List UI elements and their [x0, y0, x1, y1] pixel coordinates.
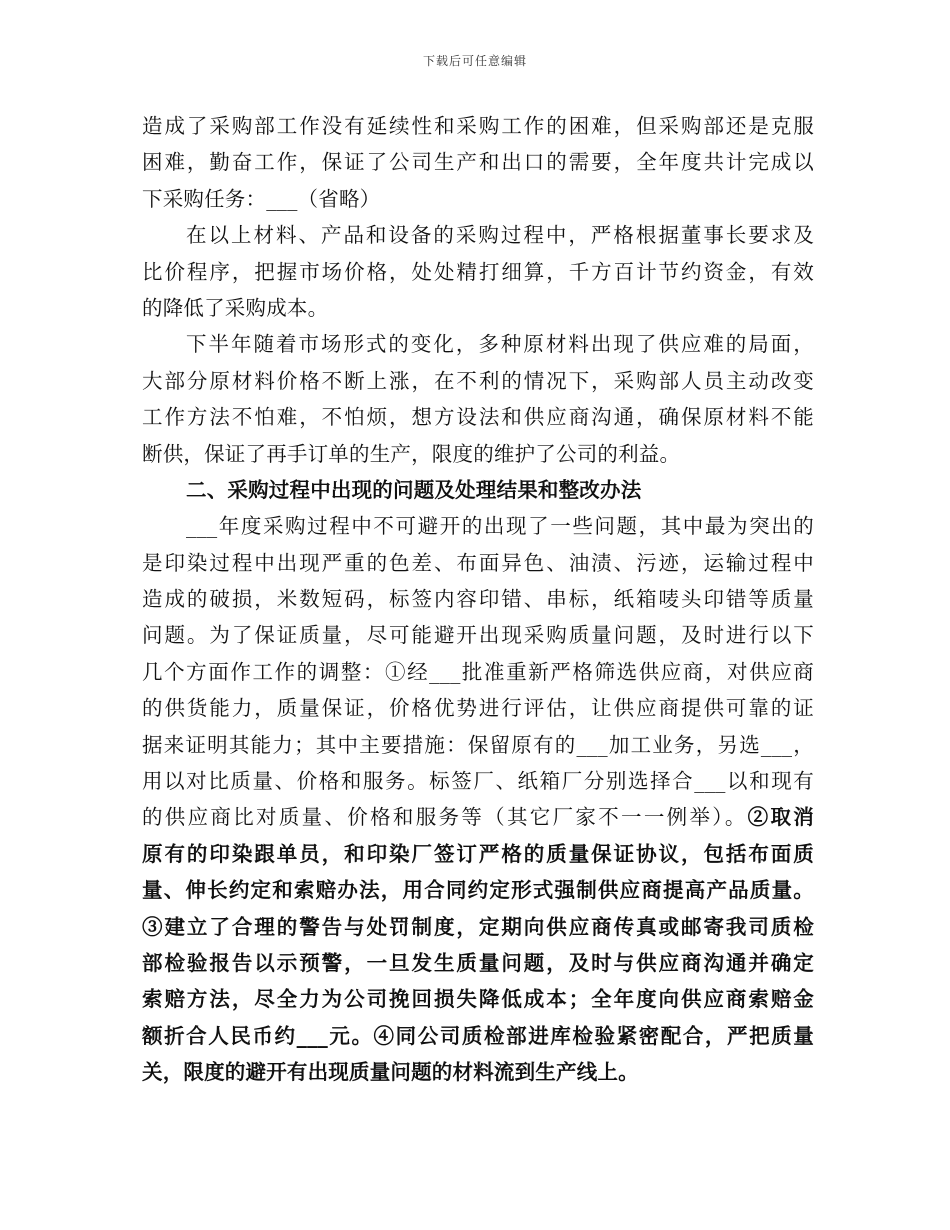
- text-line: 的降低了采购成本。: [142, 295, 329, 320]
- text-line: 在以上材料、产品和设备的采购过程中，严格根据董事长要求及: [186, 223, 814, 248]
- bold-line: 原有的印染跟单员，和印染厂签订严格的质量保证协议，包括布面质: [142, 841, 814, 866]
- paragraph: [142, 326, 814, 472]
- text-line: 是印染过程中出现严重的色差、布面异色、油渍、污迹，运输过程中: [142, 550, 814, 575]
- text-line: 造成的破损，米数短码，标签内容印错、串标，纸箱唛头印错等质量: [142, 587, 814, 612]
- paragraph: [142, 108, 814, 217]
- paragraph: [142, 217, 814, 326]
- text-line: 造成了采购部工作没有延续性和采购工作的困难，但采购部还是克服: [142, 114, 814, 138]
- section-heading: 二、采购过程中出现的问题及处理结果和整改办法: [186, 477, 642, 502]
- bold-line: 量、伸长约定和索赔办法，用合同约定形式强制供应商提高产品质量。: [142, 878, 814, 903]
- text-line: ___年度采购过程中不可避开的出现了一些问题，其中最为突出的: [186, 514, 814, 539]
- text-line: 困难，勤奋工作，保证了公司生产和出口的需要，全年度共计完成以: [142, 150, 814, 175]
- text-bold: ②取消: [747, 805, 814, 830]
- text-line: 据来证明其能力；其中主要措施：保留原有的___加工业务，另选___，: [142, 732, 814, 757]
- bold-line: 部检验报告以示预警，一旦发生质量问题，及时与供应商沟通并确定: [142, 950, 814, 975]
- text-line-mixed: [142, 799, 814, 835]
- bold-line: 关，限度的避开有出现质量问题的材料流到生产线上。: [142, 1060, 639, 1085]
- text-line: 几个方面作工作的调整：①经___批准重新严格筛选供应商，对供应商: [142, 659, 814, 684]
- text-line: 大部分原材料价格不断上涨，在不利的情况下，采购部人员主动改变: [142, 368, 814, 393]
- text-line: 工作方法不怕难，不怕烦，想方设法和供应商沟通，确保原材料不能: [142, 405, 814, 430]
- text-normal: 的供应商比对质量、价格和服务等（其它厂家不一一例举）。: [142, 805, 748, 830]
- text-line: 问题。为了保证质量，尽可能避开出现采购质量问题，及时进行以下: [142, 623, 814, 648]
- text-line: 断供，保证了再手订单的生产，限度的维护了公司的利益。: [142, 441, 681, 466]
- document-body: [142, 108, 814, 1091]
- text-line: 的供货能力，质量保证，价格优势进行评估，让供应商提供可靠的证: [142, 696, 814, 721]
- page-header: 下载后可任意编辑: [422, 54, 527, 68]
- text-line: 用以对比质量、价格和服务。标签厂、纸箱厂分别选择合___以和现有: [142, 769, 814, 794]
- text-line: 比价程序，把握市场价格，处处精打细算，千方百计节约资金，有效: [142, 259, 814, 284]
- text-line: 下半年随着市场形式的变化，多种原材料出现了供应难的局面，: [186, 332, 814, 357]
- bold-line: ③建立了合理的警告与处罚制度，定期向供应商传真或邮寄我司质检: [142, 914, 814, 939]
- bold-line: 额折合人民币约___元。④同公司质检部进库检验紧密配合，严把质量: [142, 1023, 814, 1048]
- bold-line: 索赔方法，尽全力为公司挽回损失降低成本；全年度向供应商索赔金: [142, 987, 814, 1012]
- paragraph: [142, 508, 814, 1090]
- text-line: 下采购任务：___（省略）: [142, 186, 381, 211]
